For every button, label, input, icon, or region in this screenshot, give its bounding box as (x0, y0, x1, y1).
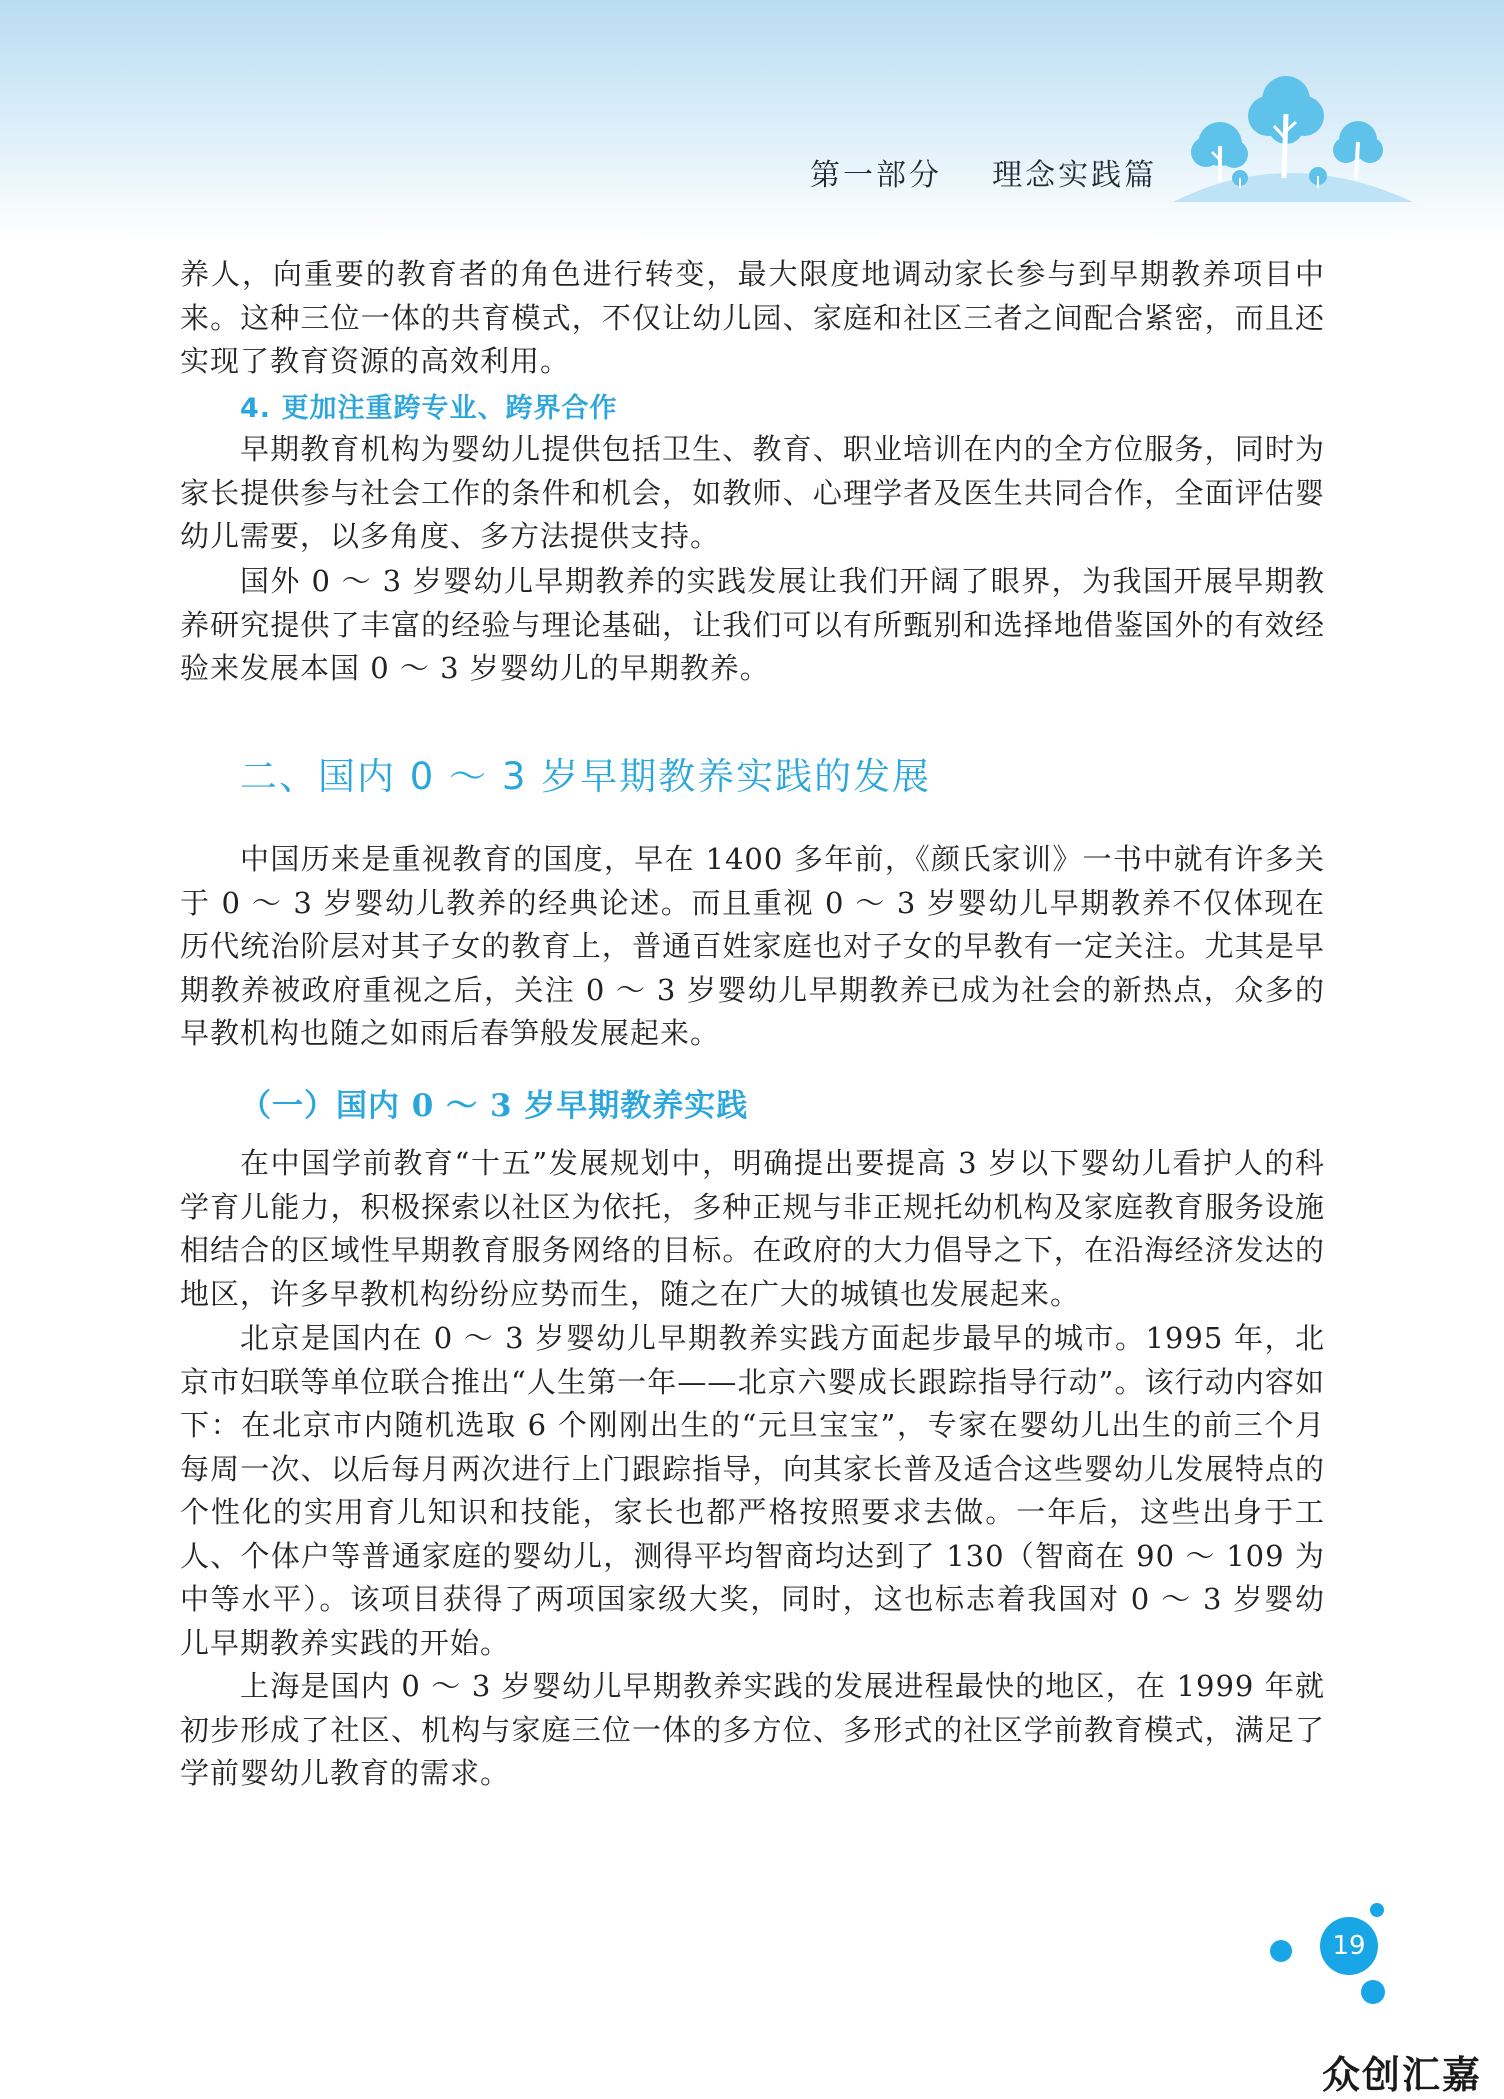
running-header-title: 第一部分 理念实践篇 (810, 158, 1158, 193)
tree-illustration (1168, 74, 1418, 204)
paragraph-foreign-practice: 国外 0 ～ 3 岁婴幼儿早期教养的实践发展让我们开阔了眼界，为我国开展早期教养研究提供了丰富的经验与理论基础，让我们可以有所甄别和选择地借鉴国外的有效经验来发展本国 0 ～ 3 岁婴幼儿的早期教养。 (180, 564, 1325, 685)
watermark-text: 众创汇嘉 (1322, 2053, 1483, 2097)
paragraph-shanghai: 上海是国内 0 ～ 3 岁婴幼儿早期教养实践的发展进程最快的地区，在 1999 年就初步形成了社区、机构与家庭三位一体的多方位、多形式的社区学前教育模式，满足了学前婴幼儿教育的需求。 (180, 1669, 1325, 1790)
paragraph-development-plan: 在中国学前教育“十五”发展规划中，明确提出要提高 3 岁以下婴幼儿看护人的科学育儿能力，积极探索以社区为依托，多种正规与非正规托幼机构及家庭教育服务设施相结合的区域性早期教育服务网络的目标。在政府的大力倡导之下，在沿海经济发达的地区，许多早教机构纷纷应势而生，随之在广大的城镇也发展起来。 (180, 1146, 1325, 1311)
paragraph-cross-field: 早期教育机构为婴幼儿提供包括卫生、教育、职业培训在内的全方位服务，同时为家长提供参与社会工作的条件和机会，如教师、心理学者及医生共同合作，全面评估婴幼儿需要，以多角度、多方法提供支持。 (180, 432, 1325, 553)
paragraph-beijing: 北京是国内在 0 ～ 3 岁婴幼儿早期教养实践方面起步最早的城市。1995 年，北京市妇联等单位联合推出“人生第一年——北京六婴成长跟踪指导行动”。该行动内容如下：在北京市内随机选取 6 个刚刚出生的“元旦宝宝”，专家在婴幼儿出生的前三个月每周一次、以后每月两次进行上门跟踪指导，向其家长普及适合这些婴幼儿发展特点的个性化的实用育儿知识和技能，家长也都严格按照要求去做。一年后，这些出身于工人、个体户等普通家庭的婴幼儿，测得平均智商均达到了 130（智商在 90 ～ 109 为中等水平）。该项目获得了两项国家级大奖，同时，这也标志着我国对 0 ～ 3 岁婴幼儿早期教养实践的开始。 (180, 1321, 1325, 1660)
decor-dot (1370, 1903, 1384, 1917)
hill (1173, 173, 1413, 202)
subheading-cross-field: 4. 更加注重跨专业、跨界合作 (240, 393, 618, 424)
decor-dot (1270, 1940, 1292, 1962)
tree-large-center (1248, 76, 1324, 178)
section-title: 二、国内 0 ～ 3 岁早期教养实践的发展 (240, 755, 932, 798)
page-number: 19 (1320, 1917, 1378, 1975)
subsection-title: （一）国内 0 ～ 3 岁早期教养实践 (240, 1088, 749, 1124)
paragraph-continuation: 养人，向重要的教育者的角色进行转变，最大限度地调动家长参与到早期教养项目中来。这种三位一体的共育模式，不仅让幼儿园、家庭和社区三者之间配合紧密，而且还实现了教育资源的高效利用。 (180, 257, 1325, 378)
paragraph-china-history: 中国历来是重视教育的国度，早在 1400 多年前，《颜氏家训》一书中就有许多关于 0 ～ 3 岁婴幼儿教养的经典论述。而且重视 0 ～ 3 岁婴幼儿早期教养不仅体现在历代统治阶层对其子女的教育上，普通百姓家庭也对子女的早教有一定关注。尤其是早期教养被政府重视之后，关注 0 ～ 3 岁婴幼儿早期教养已成为社会的新热点，众多的早教机构也随之如雨后春笋般发展起来。 (180, 842, 1325, 1050)
tree-small-right (1333, 121, 1383, 180)
decor-dot (1361, 1980, 1385, 2004)
